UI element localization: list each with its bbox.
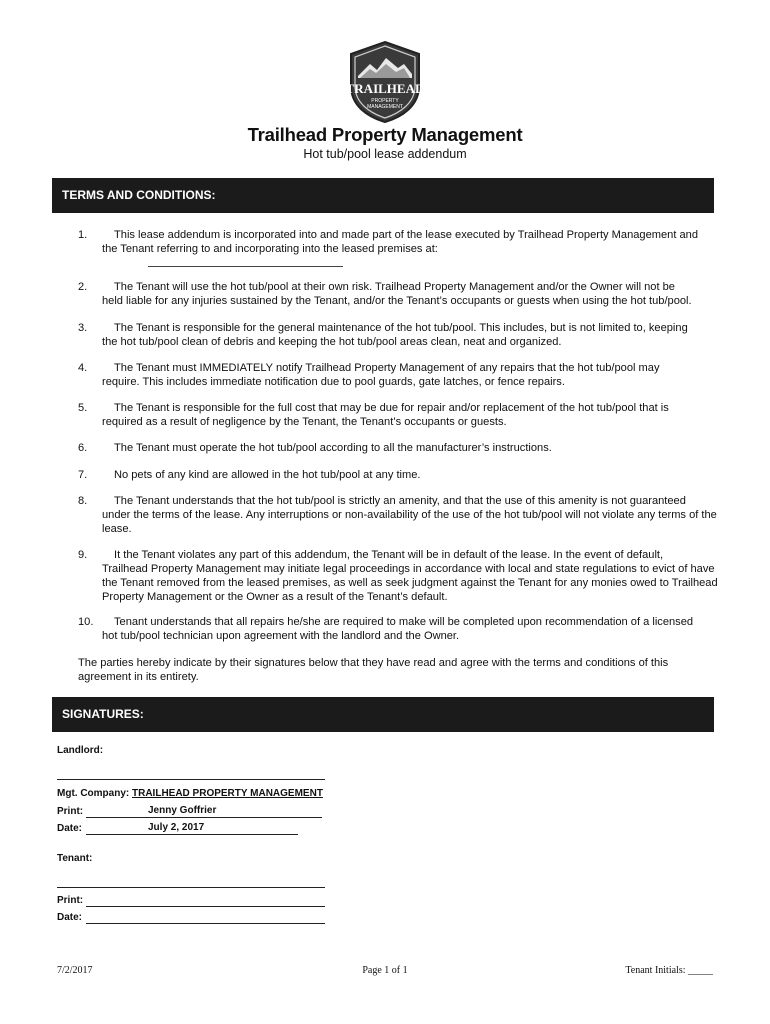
term-text-rest: Trailhead Property Management may initiate legal proceedings in accordance with local and state regulations to evict of have the Tenant removed from the leased premises, as well as seek judgment against the Tenant for any monies owed to Trailhead Property Management or the Owner as a result of the Tenant’s default.	[102, 563, 718, 603]
tenant-date-line[interactable]	[86, 923, 325, 924]
print-label: Print:	[57, 806, 84, 817]
mgt-company-label: Mgt. Company:	[57, 788, 130, 799]
date-line[interactable]	[86, 834, 298, 835]
term-text-rest: under the terms of the lease. Any interruptions or non-availability of the use of the hot tub/pool will not violate any terms of the lease.	[102, 509, 717, 535]
term-text-rest: required as a result of negligence by the Tenant, the Tenant’s occupants or guests.	[102, 416, 507, 428]
logo-sub2: MANAGEMENT	[367, 104, 403, 110]
print-value: Jenny Goffrier	[148, 805, 217, 816]
term-text-first: The Tenant must IMMEDIATELY notify Trailhead Property Management of any repairs that the hot tub/pool may	[114, 362, 660, 374]
term-text-rest: held liable for any injuries sustained by the Tenant, and/or the Tenant’s occupants or guests when using the hot tub/pool.	[102, 295, 692, 307]
term-item	[78, 321, 718, 349]
landlord-label: Landlord:	[57, 745, 104, 756]
print-line[interactable]	[86, 817, 322, 818]
logo-sub1: PROPERTY	[371, 98, 399, 104]
term-number: 1.	[78, 229, 88, 241]
term-item	[78, 548, 718, 604]
term-number: 4.	[78, 362, 88, 374]
page-title: Trailhead Property Management	[247, 124, 523, 145]
tenant-print-label: Print:	[57, 895, 84, 906]
term-number: 2.	[78, 281, 88, 293]
tenant-signature-line[interactable]	[57, 887, 325, 888]
company-logo	[346, 40, 424, 124]
agreement-statement: The parties hereby indicate by their signatures below that they have read and agree with the terms and conditions of this agreement in its entirety.	[78, 657, 669, 683]
term-text-first: No pets of any kind are allowed in the hot tub/pool at any time.	[114, 469, 421, 481]
premises-address-line	[148, 266, 343, 267]
term-item	[78, 228, 718, 256]
term-text-rest: require. This includes immediate notification due to pool guards, gate latches, or fence repairs.	[102, 376, 565, 388]
term-text-rest: hot tub/pool technician upon agreement with the landlord and the Owner.	[102, 630, 460, 642]
term-text-first: The Tenant understands that the hot tub/pool is strictly an amenity, and that the use of this amenity is not guaranteed	[114, 495, 686, 507]
term-text-first: The Tenant is responsible for the full cost that may be due for repair and/or replacement of the hot tub/pool that is	[114, 402, 669, 414]
term-item	[78, 615, 718, 643]
tenant-initials: Tenant Initials: _____	[625, 965, 713, 976]
term-number: 5.	[78, 402, 88, 414]
logo-title: TRAILHEAD	[346, 81, 424, 96]
terms-heading: TERMS AND CONDITIONS:	[52, 178, 714, 213]
page-number: Page 1 of 1	[362, 965, 408, 976]
term-item	[78, 401, 718, 429]
page-subtitle: Hot tub/pool lease addendum	[303, 147, 467, 161]
term-text-rest: the Tenant referring to and incorporating into the leased premises at:	[102, 243, 438, 255]
footer-date: 7/2/2017	[57, 965, 93, 976]
term-number: 9.	[78, 549, 88, 561]
term-number: 6.	[78, 442, 88, 454]
term-text-first: Tenant understands that all repairs he/she are required to make will be completed upon recommendation of a licensed	[114, 616, 694, 628]
mgt-company-value: TRAILHEAD PROPERTY MANAGEMENT	[132, 788, 323, 799]
term-number: 3.	[78, 322, 88, 334]
term-text-first: This lease addendum is incorporated into and made part of the lease executed by Trailhead Property Management and	[114, 229, 699, 241]
term-text-first: The Tenant is responsible for the general maintenance of the hot tub/pool. This includes, but is not limited to, keeping	[114, 322, 688, 334]
term-text-first: The Tenant must operate the hot tub/pool according to all the manufacturer’s instructions.	[114, 442, 552, 454]
term-number: 7.	[78, 469, 88, 481]
term-number: 8.	[78, 495, 88, 507]
signatures-heading: SIGNATURES:	[52, 697, 714, 732]
term-item	[78, 468, 718, 482]
date-value: July 2, 2017	[148, 822, 205, 833]
term-item	[78, 280, 718, 308]
term-number: 10.	[78, 616, 94, 628]
date-label: Date:	[57, 823, 83, 834]
landlord-signature-line[interactable]	[57, 779, 325, 780]
term-item	[78, 361, 718, 389]
tenant-date-label: Date:	[57, 912, 83, 923]
term-text-rest: the hot tub/pool clean of debris and keeping the hot tub/pool areas clean, neat and organized.	[102, 336, 562, 348]
term-item	[78, 441, 718, 455]
term-text-first: It the Tenant violates any part of this addendum, the Tenant will be in default of the lease. In the event of default,	[114, 549, 664, 561]
term-text-first: The Tenant will use the hot tub/pool at their own risk. Trailhead Property Management and/or the Owner will not be	[114, 281, 675, 293]
term-item	[78, 494, 718, 536]
tenant-print-line[interactable]	[86, 906, 325, 907]
tenant-label: Tenant:	[57, 853, 93, 864]
